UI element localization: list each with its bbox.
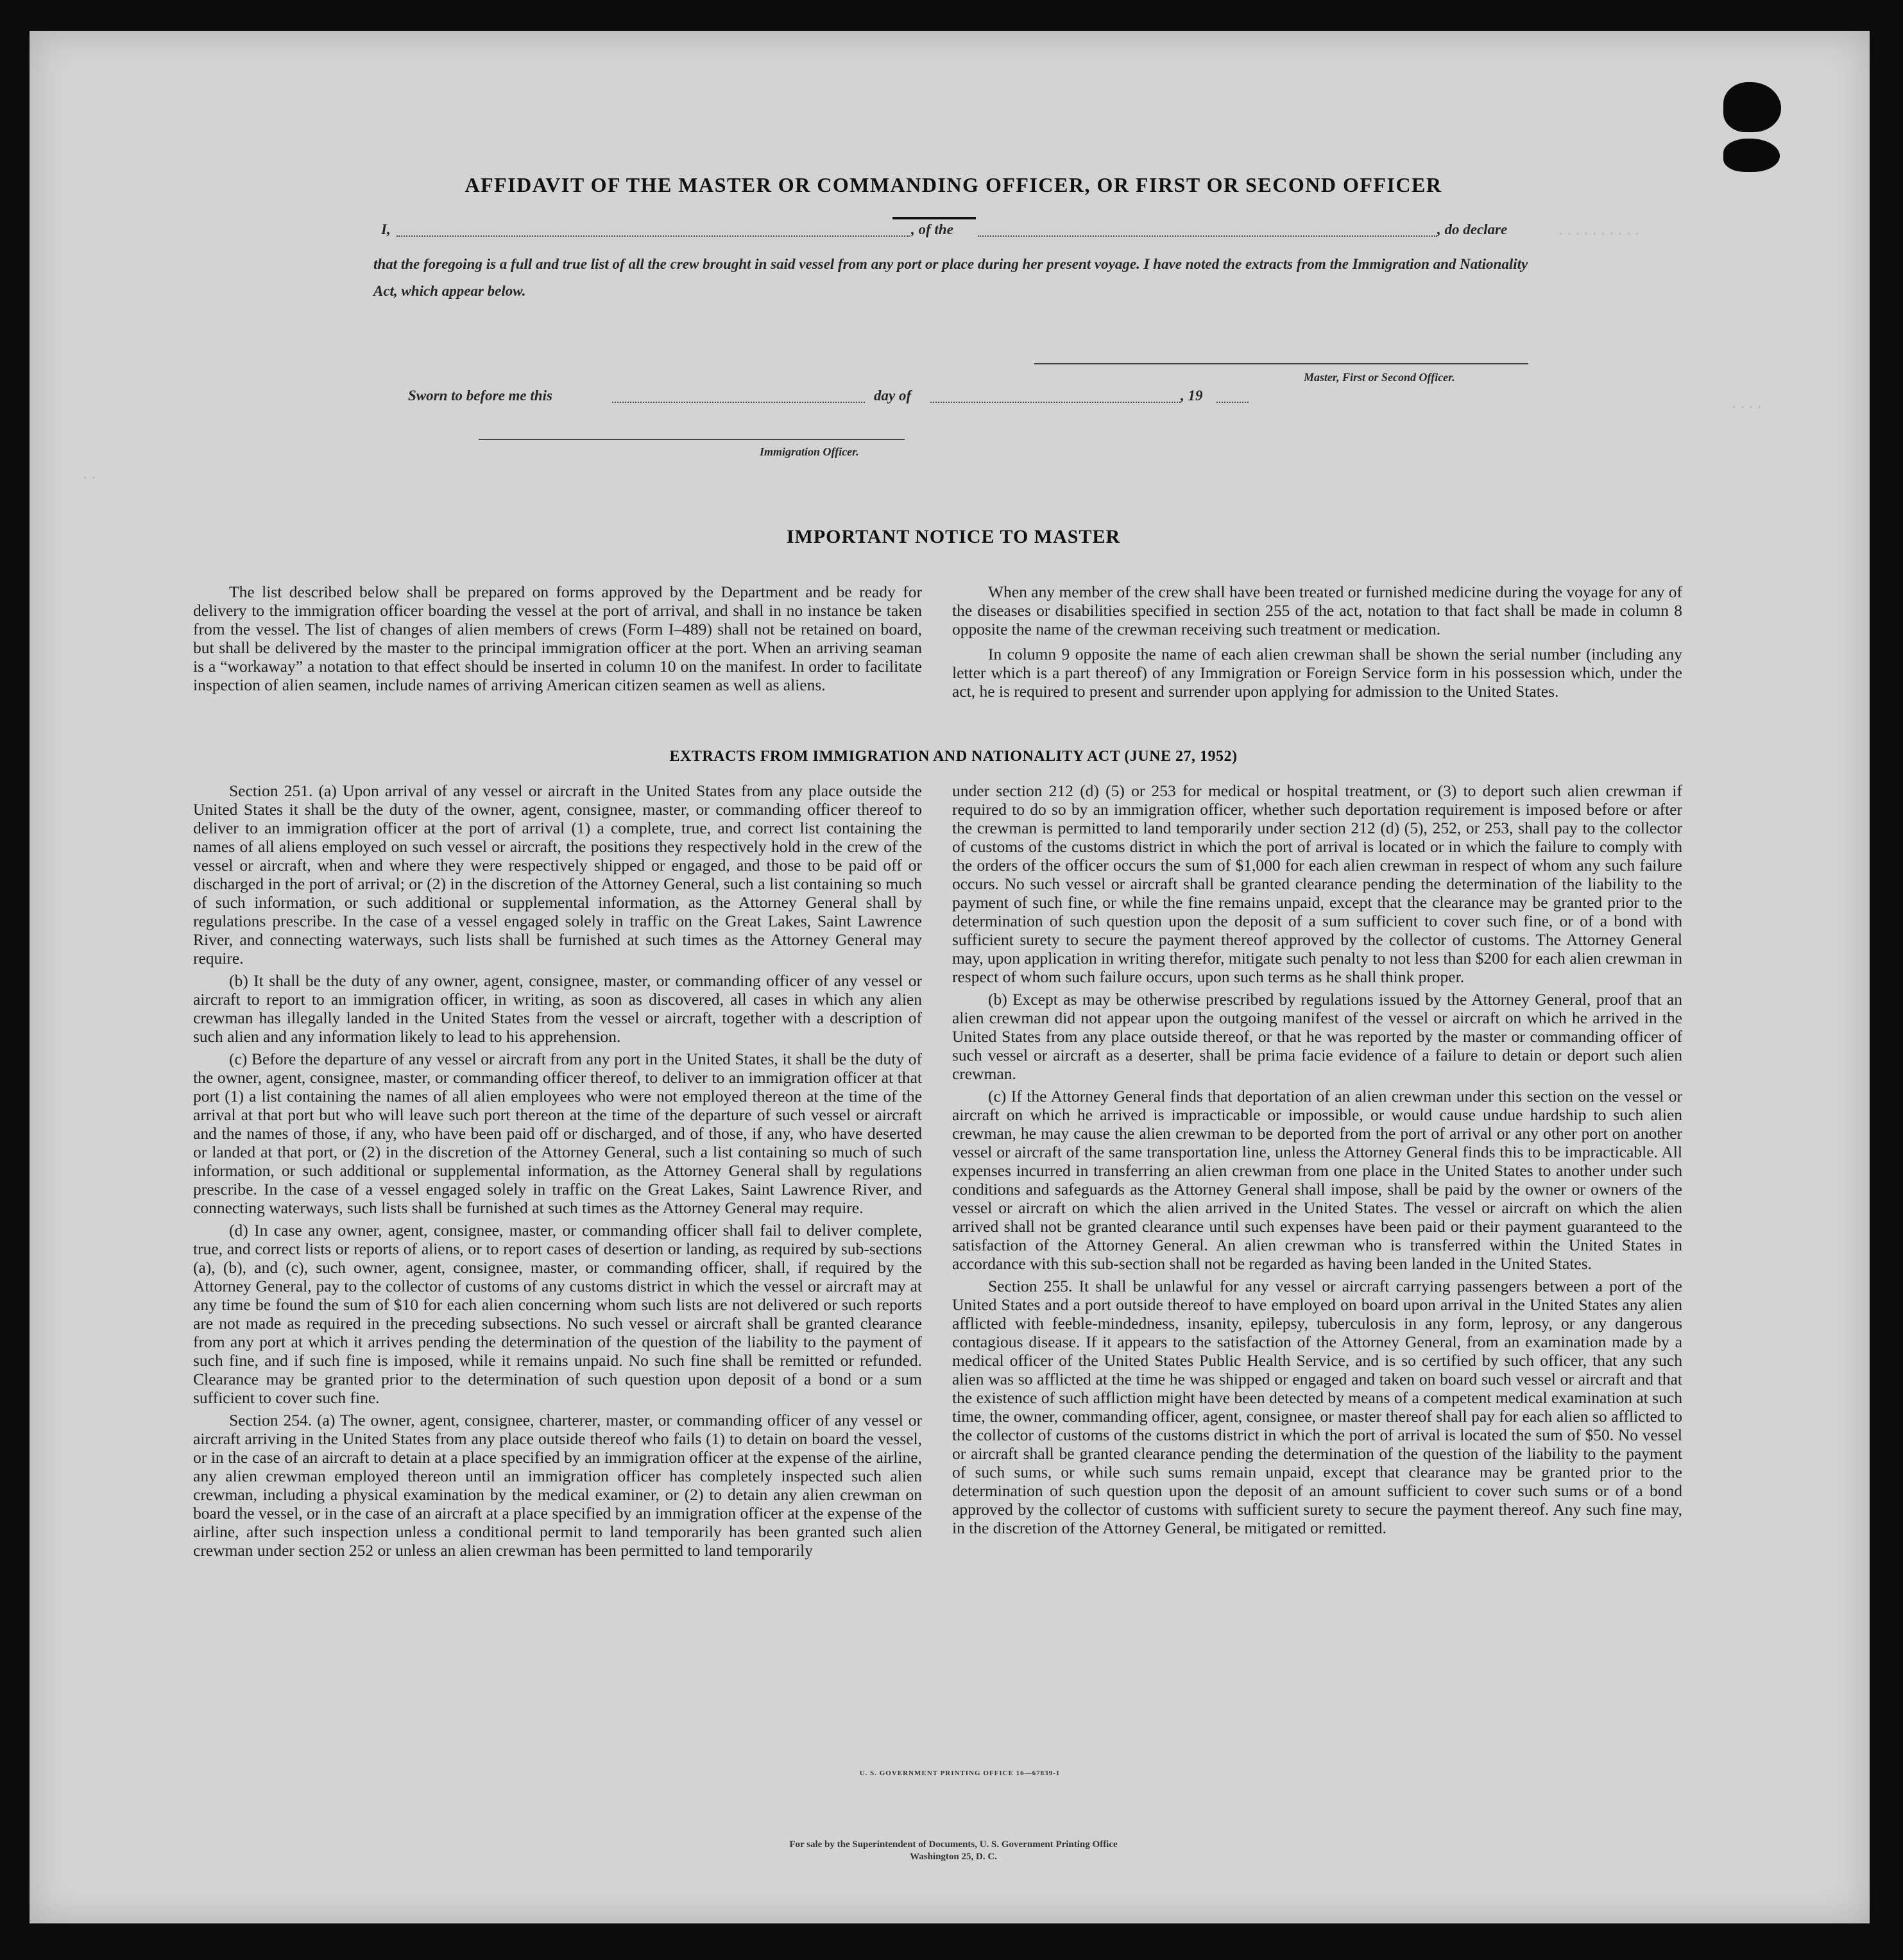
notice-left-column: [193, 583, 922, 698]
sale-note: [543, 1839, 1364, 1863]
declarant-name-field[interactable]: [397, 235, 910, 237]
affidavit-statement: that the foregoing is a full and true list of all the crew brought in said vessel from any port or place during her present voyage. I have noted the extracts from the Immigration and Nationality Act, which appear below.: [373, 256, 1528, 299]
notice-right-column: [952, 583, 1682, 704]
printing-office-imprint: U. S. GOVERNMENT PRINTING OFFICE 16—67839-1: [859, 1769, 1061, 1777]
section-254-b: (b) Except as may be otherwise prescribed by regulations issued by the Attorney General, proof that an alien crewman did not appear upon the outgoing manifest of the vessel or aircraft on which he arrived in the United States from any place outside thereof, or that he was reported by the master or commanding officer of such vessel or aircraft as a deserter, shall be prima facie evidence of a failure to detain or deport such alien crewman.: [952, 990, 1682, 1083]
section-254-c: (c) If the Attorney General finds that deportation of an alien crewman under this section on the vessel or aircraft on which he arrived is impracticable or impossible, or would cause undue hardship to such alien crewman, he may cause the alien crewman to be deported from the port of arrival or any other port on another vessel or aircraft of the same transportation line, unless the Attorney General finds this to be impracticable. All expenses incurred in transferring an alien crewman from one place in the United States to another under such conditions and safeguards as the Attorney General shall impose, shall be paid by the owner or owners of the vessel or aircraft on which the alien arrived in the United States. The vessel or aircraft on which the alien arrived shall not be granted clearance until such expenses have been paid or their payment guaranteed to the satisfaction of the Attorney General. An alien crewman who is transferred within the United States in accordance with this sub-section shall not be regarded as having been landed in the United States.: [952, 1087, 1682, 1273]
notice-title: IMPORTANT NOTICE TO MASTER: [786, 526, 1121, 547]
sworn-date-field[interactable]: [612, 402, 865, 403]
section-251-c: (c) Before the departure of any vessel or aircraft from any port in the United States, it shall be the duty of the owner, agent, consignee, master, or commanding officer thereof, to deliver to an immigration officer at that port (1) a list containing the names of all alien employees who were not employed thereon at the time of the arrival at that port but who will leave such port thereon at the time of the departure of such vessel or aircraft and the names of those, if any, who have been paid off or discharged, and of those, if any, who have deserted or landed at that port, or (2) in the discretion of the Attorney General, such a list containing so much of such information, or such additional or supplemental information, as the Attorney General shall by regulations prescribe. In the case of a vessel engaged solely in traffic on the Great Lakes, Saint Lawrence River, and connecting waterways, such lists shall be furnished at such times as the Attorney General may require.: [193, 1050, 922, 1217]
extracts-title: EXTRACTS FROM IMMIGRATION AND NATIONALITY ACT (JUNE 27, 1952): [669, 748, 1238, 765]
declarant-prefix: I,: [381, 221, 391, 237]
section-254-a-continued: under section 212 (d) (5) or 253 for medical or hospital treatment, or (3) to deport such alien crewman if required to do so by an immigration officer, whether such deportation requirement is imposed before or after the crewman is permitted to land temporarily under section 212 (d) (5), 252, or 253, shall pay to the collector of customs of the customs district in which the port of arrival is located or in which the failure to comply with the orders of the officer occurs the sum of $1,000 for each alien crewman in respect of whom any such failure occurs. No such vessel or aircraft shall be granted clearance pending the determination of the liability to the payment of such fine, or while the fine remains unpaid, except that the clearance may be granted prior to the determination of such question upon the deposit of a sum sufficient to cover such fine, or of a bond with sufficient surety to secure the payment thereof approved by the collector of customs. The Attorney General may, upon application in writing therefor, mitigate such penalty to not less than $200 for each alien crewman in respect of whom such failure occurs, upon such terms as he shall think proper.: [952, 781, 1682, 986]
section-254-a: Section 254. (a) The owner, agent, consignee, charterer, master, or commanding officer of any vessel or aircraft arriving in the United States from any place outside thereof who fails (1) to detain on board the vessel, or in the case of an aircraft to detain at a place specified by an immigration officer at the expense of the airline, any alien crewman employed thereon until an immigration officer has completely inspected such alien crewman, including a physical examination by the medical examiner, or (2) to detain any alien crewman on board the vessel, or in the case of an aircraft at a place specified by an immigration officer at the expense of the airline, after such inspection unless a conditional permit to land temporarily has been granted such alien crewman under section 252 or unless an alien crewman has been permitted to land temporarily: [193, 1411, 922, 1560]
sworn-year-field[interactable]: [1216, 402, 1249, 403]
ink-blot: [1723, 139, 1780, 172]
immigration-officer-label: Immigration Officer.: [760, 445, 859, 458]
of-the-label: , of the: [911, 221, 953, 237]
bleed-through-mark: ....: [1730, 396, 1764, 413]
day-of-label: day of: [874, 388, 912, 404]
extracts-left-column: [193, 781, 922, 1564]
ink-blot: [1723, 82, 1781, 132]
bleed-through-mark: ..........: [1557, 223, 1642, 239]
section-251-d: (d) In case any owner, agent, consignee, master, or commanding officer shall fail to deliver complete, true, and correct lists or reports of aliens, or to report cases of desertion or landing, as required by sub-sections (a), (b), and (c), such owner, agent, consignee, master, or commanding officer, shall, if required by the Attorney General, pay to the collector of customs of any customs district in which the vessel or aircraft may at any time be found the sum of $10 for each alien concerning whom such lists are not delivered or such reports are not made as required in the preceding subsections. No such vessel or aircraft shall be granted clearance from any port at which it arrives pending the determination of the question of the liability to the payment of such fine, and if such fine is imposed, while it remains unpaid. No such fine shall be remitted or refunded. Clearance may be granted prior to the determination of such question upon deposit of a bond or a sum sufficient to cover such fine.: [193, 1221, 922, 1407]
scanned-form-page: [30, 31, 1870, 1923]
section-251-b: (b) It shall be the duty of any owner, agent, consignee, master, or commanding officer of any vessel or aircraft to report to an immigration officer, in writing, as soon as discovered, all cases in which any alien crewman has illegally landed in the United States from the vessel or aircraft, together with a description of such alien and any information likely to lead to his apprehension.: [193, 971, 922, 1046]
year-label: , 19: [1181, 388, 1203, 404]
affidavit-title: AFFIDAVIT OF THE MASTER OR COMMANDING OFFICER, OR FIRST OR SECOND OFFICER: [465, 173, 1442, 196]
master-signature-label: Master, First or Second Officer.: [1304, 371, 1455, 384]
notice-paragraph: The list described below shall be prepared on forms approved by the Department and be ready for delivery to the immigration officer boarding the vessel at the port of arrival, and shall in no instance be taken from the vessel. The list of changes of alien members of crews (Form I–489) shall not be retained on board, but shall be delivered by the master to the principal immigration officer at the port. When an arriving seaman is a “workaway” a notation to that effect should be inserted in column 10 on the manifest. In order to facilitate inspection of alien seamen, include names of arriving American citizen seamen as well as aliens.: [193, 583, 922, 694]
master-signature-line[interactable]: [1034, 363, 1528, 364]
title-rule: [892, 217, 976, 219]
section-255: Section 255. It shall be unlawful for any vessel or aircraft carrying passengers between a port of the United States and a port outside thereof to have employed on board upon arrival in the United States any alien afflicted with feeble-mindedness, insanity, epilepsy, tuberculosis in any form, leprosy, or any dangerous contagious disease. If it appears to the satisfaction of the Attorney General, from an examination made by a medical officer of the United States Public Health Service, and is so certified by such officer, that any such alien was so afflicted at the time he was shipped or engaged and taken on board such vessel or aircraft and that the existence of such affliction might have been detected by means of a competent medical examination at such time, the owner, commanding officer, agent, consignee, or master thereof shall pay for each alien so afflicted to the collector of customs of the customs district in which the port of arrival is located the sum of $50. No vessel or aircraft shall be granted clearance pending the determination of the question of the liability to the payment of such sums, or while such sums remain unpaid, except that clearance may be granted prior to the determination of such question upon the deposit of an amount sufficient to cover such sums or of a bond approved by the collector of customs with sufficient surety to secure the payment thereof. Any such fine may, in the discretion of the Attorney General, be mitigated or remitted.: [952, 1277, 1682, 1537]
notice-paragraph: When any member of the crew shall have been treated or furnished medicine during the voyage for any of the diseases or disabilities specified in section 255 of the act, notation to that fact shall be made in column 8 opposite the name of the crewman receiving such treatment or medication.: [952, 583, 1682, 638]
notice-paragraph: In column 9 opposite the name of each alien crewman shall be shown the serial number (including any letter which is a part thereof) of any Immigration or Foreign Service form in his possession which, under the act, he is required to present and surrender upon applying for admission to the United States.: [952, 645, 1682, 701]
sworn-month-field[interactable]: [930, 402, 1181, 403]
immigration-officer-signature-line[interactable]: [479, 439, 905, 440]
declare-label: , do declare: [1437, 221, 1508, 237]
sale-note-line-1: For sale by the Superintendent of Documents, U. S. Government Printing Office: [789, 1839, 1118, 1850]
bleed-through-mark: ..: [81, 467, 98, 483]
vessel-name-field[interactable]: [978, 235, 1437, 237]
sworn-prefix: Sworn to before me this: [408, 388, 552, 404]
extracts-right-column: [952, 781, 1682, 1541]
section-251-a: Section 251. (a) Upon arrival of any vessel or aircraft in the United States from any place outside the United States it shall be the duty of the owner, agent, consignee, master, or commanding officer thereof to deliver to an immigration officer at the port of arrival (1) a complete, true, and correct list containing the names of all aliens employed on such vessel or aircraft, the positions they respectively hold in the crew of the vessel or aircraft, when and where they were respectively shipped or engaged, and those to be paid off or discharged in the port of arrival; or (2) in the discretion of the Attorney General, such a list containing so much of such information, or such additional or supplemental information, as the Attorney General shall by regulations prescribe. In the case of a vessel engaged solely in traffic on the Great Lakes, Saint Lawrence River, and connecting waterways, such lists shall be furnished at such times as the Attorney General may require.: [193, 781, 922, 967]
sale-note-line-2: Washington 25, D. C.: [910, 1852, 997, 1862]
